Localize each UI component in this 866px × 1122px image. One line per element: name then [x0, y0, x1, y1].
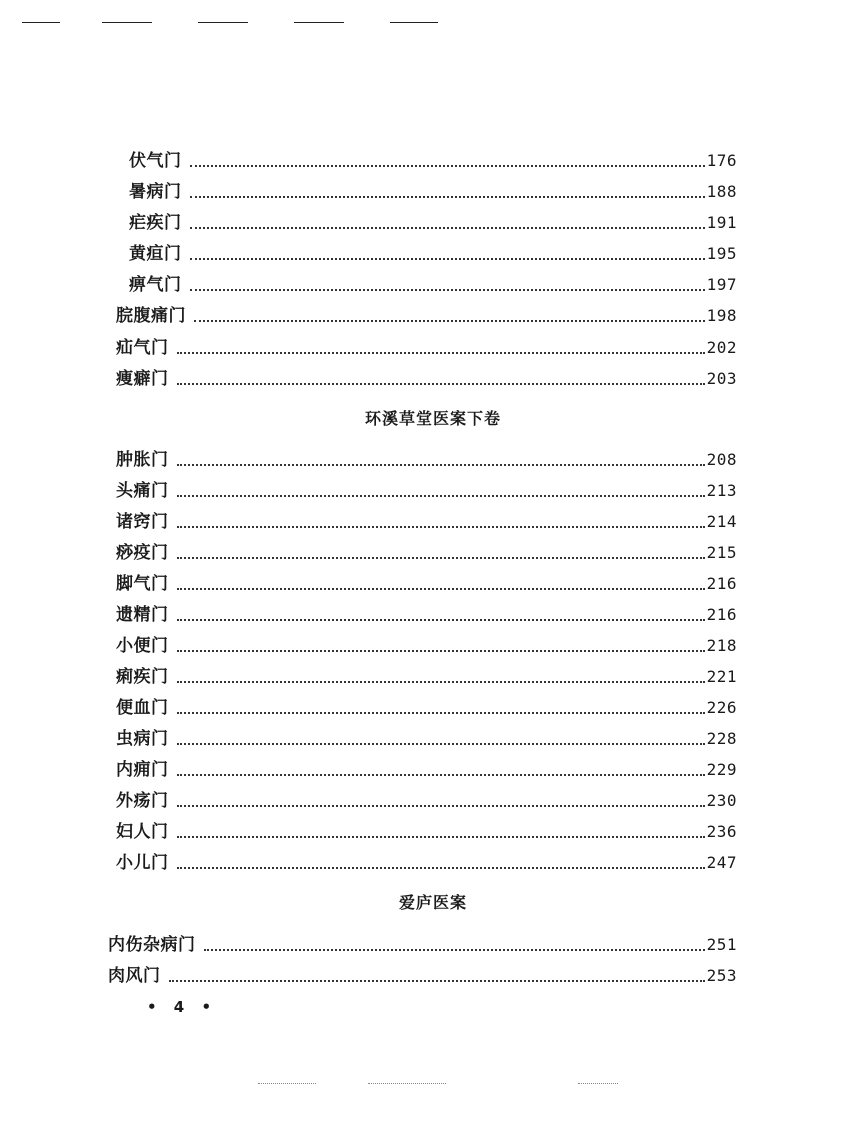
dot-leader — [177, 545, 705, 559]
toc-entry-title: 脚气门 — [116, 574, 169, 594]
toc-entry-page: 247 — [706, 853, 737, 872]
toc-entry-title: 痧疫门 — [116, 543, 169, 563]
toc-entry[interactable] — [116, 600, 737, 626]
toc-entry[interactable] — [108, 930, 737, 956]
toc-entry-page: 195 — [706, 244, 737, 263]
toc-entry[interactable] — [116, 476, 737, 502]
dot-leader — [177, 607, 705, 621]
toc-entry-title: 痢疾门 — [116, 667, 169, 687]
toc-entry-title: 小儿门 — [116, 853, 169, 873]
toc-entry-title: 黄疸门 — [129, 244, 182, 264]
toc-entry-page: 226 — [706, 698, 737, 717]
toc-entry-page: 215 — [706, 543, 737, 562]
scan-artifact-dots — [258, 1083, 316, 1084]
toc-entry[interactable] — [116, 364, 737, 390]
dot-leader — [177, 452, 705, 466]
toc-entry-page: 203 — [706, 369, 737, 388]
toc-entry[interactable] — [129, 146, 737, 172]
dot-leader — [177, 514, 705, 528]
toc-entry-title: 痩癖门 — [116, 369, 169, 389]
toc-entry-title: 暑病门 — [129, 182, 182, 202]
toc-entry-page: 230 — [706, 791, 737, 810]
toc-entry[interactable] — [116, 724, 737, 750]
toc-entry-title: 内痈门 — [116, 760, 169, 780]
scan-artifact-dots — [368, 1083, 446, 1084]
dot-leader — [177, 824, 705, 838]
toc-entry-page: 176 — [706, 151, 737, 170]
dot-leader — [177, 700, 705, 714]
toc-entry[interactable] — [129, 270, 737, 296]
toc-entry-page: 253 — [706, 966, 737, 985]
toc-entry-title: 妇人门 — [116, 822, 169, 842]
toc-entry-page: 251 — [706, 935, 737, 954]
toc-entry-title: 疟疾门 — [129, 213, 182, 233]
toc-entry[interactable] — [116, 333, 737, 359]
top-rule — [22, 22, 60, 23]
toc-entry-title: 小便门 — [116, 636, 169, 656]
toc-entry[interactable] — [108, 961, 737, 987]
toc-entry[interactable] — [116, 755, 737, 781]
toc-entry-title: 头痛门 — [116, 481, 169, 501]
toc-entry-title: 遗精门 — [116, 605, 169, 625]
toc-entry-title: 伏气门 — [129, 151, 182, 171]
toc-entry[interactable] — [116, 817, 737, 843]
dot-leader — [190, 153, 705, 167]
dot-leader — [177, 483, 705, 497]
toc-entry[interactable] — [116, 569, 737, 595]
toc-entry[interactable] — [116, 848, 737, 874]
top-rules — [0, 22, 866, 28]
toc-entry[interactable] — [129, 239, 737, 265]
dot-leader — [177, 638, 705, 652]
toc-entry-page: 216 — [706, 574, 737, 593]
toc-entry[interactable] — [116, 693, 737, 719]
top-rule — [390, 22, 438, 23]
toc-entry-page: 216 — [706, 605, 737, 624]
toc-entry-page: 213 — [706, 481, 737, 500]
toc-entry-page: 202 — [706, 338, 737, 357]
toc-entry-page: 191 — [706, 213, 737, 232]
dot-leader — [177, 762, 705, 776]
dot-leader — [177, 371, 705, 385]
dot-leader — [177, 731, 705, 745]
toc-entry[interactable] — [116, 507, 737, 533]
top-rule — [294, 22, 344, 23]
dot-leader — [169, 968, 705, 982]
toc-entry[interactable] — [129, 177, 737, 203]
section-heading: 环溪草堂医案下卷 — [364, 409, 501, 428]
dot-leader — [190, 277, 705, 291]
toc-entry-title: 便血门 — [116, 698, 169, 718]
scan-artifact-dots — [578, 1083, 618, 1084]
toc-entry[interactable] — [116, 662, 737, 688]
toc-entry-page: 188 — [706, 182, 737, 201]
toc-entry-title: 痹气门 — [129, 275, 182, 295]
dot-leader — [177, 340, 705, 354]
page-number: • 4 • — [147, 998, 218, 1016]
toc-entry-title: 肿胀门 — [116, 450, 169, 470]
toc-entry-title: 诸窍门 — [116, 512, 169, 532]
dot-leader — [190, 184, 705, 198]
toc-entry[interactable] — [116, 445, 737, 471]
dot-leader — [204, 937, 705, 951]
toc-entry-page: 218 — [706, 636, 737, 655]
toc-entry-title: 内伤杂病门 — [108, 935, 196, 955]
top-rule — [198, 22, 248, 23]
toc-entry-title: 肉风门 — [108, 966, 161, 986]
toc-entry[interactable] — [116, 631, 737, 657]
toc-entry-page: 236 — [706, 822, 737, 841]
toc-entry-page: 228 — [706, 729, 737, 748]
toc-entry-page: 214 — [706, 512, 737, 531]
toc-entry-title: 脘腹痛门 — [116, 306, 186, 326]
toc-entry-page: 197 — [706, 275, 737, 294]
toc-entry-page: 221 — [706, 667, 737, 686]
dot-leader — [177, 793, 705, 807]
toc-entry-title: 外疡门 — [116, 791, 169, 811]
toc-entry-page: 198 — [706, 306, 737, 325]
toc-entry-title: 疝气门 — [116, 338, 169, 358]
toc-entry-title: 虫病门 — [116, 729, 169, 749]
dot-leader — [190, 215, 705, 229]
toc-entry[interactable] — [116, 301, 737, 327]
section-heading: 爱庐医案 — [398, 893, 467, 912]
dot-leader — [194, 308, 705, 322]
toc-entry-page: 229 — [706, 760, 737, 779]
dot-leader — [177, 576, 705, 590]
toc-entry[interactable] — [116, 538, 737, 564]
dot-leader — [177, 855, 705, 869]
dot-leader — [177, 669, 705, 683]
toc-entry[interactable] — [129, 208, 737, 234]
top-rule — [102, 22, 152, 23]
toc-entry[interactable] — [116, 786, 737, 812]
dot-leader — [190, 246, 705, 260]
toc-entry-page: 208 — [706, 450, 737, 469]
